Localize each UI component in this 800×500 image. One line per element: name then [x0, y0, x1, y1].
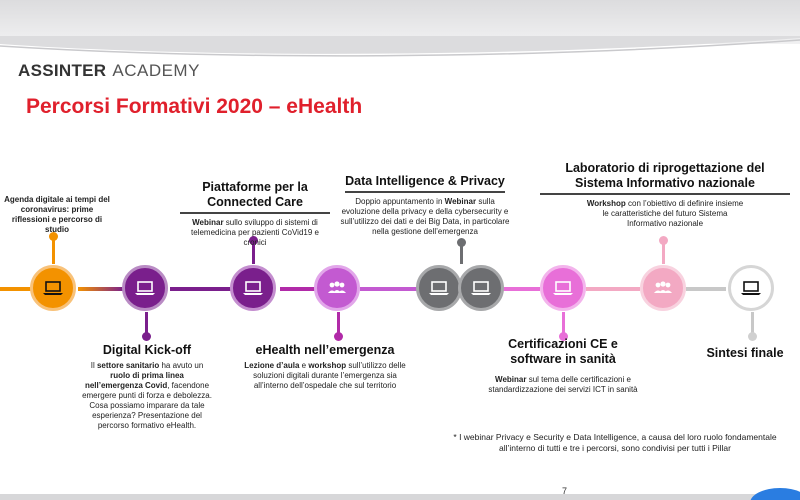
- ehealth-desc-mid: e: [301, 361, 307, 370]
- timeline-segment: [586, 287, 640, 291]
- sintesi-title: Sintesi finale: [706, 346, 784, 360]
- certificazioni-desc-bold: Webinar: [495, 375, 527, 384]
- timeline-segment: [360, 287, 420, 291]
- connector-dot: [457, 238, 466, 247]
- kickoff-desc: [82, 361, 212, 431]
- corner-button[interactable]: [750, 488, 800, 500]
- page-number: 7: [562, 486, 568, 496]
- laptop-icon: [552, 280, 574, 296]
- label-laboratorio: [540, 161, 790, 229]
- people-icon: [651, 280, 675, 296]
- timeline-segment: [170, 287, 234, 291]
- connector-dot: [748, 332, 757, 341]
- data-intelligence-title: Data Intelligence & Privacy: [345, 174, 505, 193]
- ehealth-desc-text: sull’utilizzo delle soluzioni digitali durante l’emergenza sia all’interno dell’ospedale che sul territorio: [253, 361, 406, 390]
- label-agenda-digitale: [2, 195, 112, 235]
- laptop-icon: [740, 280, 762, 296]
- certificazioni-title: Certificazioni CE e software in sanità: [508, 337, 618, 366]
- laboratorio-title: Laboratorio di riprogettazione del Sistema Informativo nazionale: [540, 161, 790, 195]
- assinter-logo: [18, 60, 200, 82]
- connector-dot: [142, 332, 151, 341]
- timeline-segment: [502, 287, 540, 291]
- milestone-ehealth-emergenza[interactable]: [314, 265, 360, 311]
- logo-academy: ACADEMY: [112, 61, 200, 80]
- laboratorio-desc-text: con l’obiettivo di definire insieme le caratteristiche del futuro Sistema Informativo nazionale: [602, 199, 744, 228]
- label-digital-kick-off: [82, 343, 212, 431]
- kickoff-desc-e: , facendone emergere punti di forza e debolezza. Cosa possiamo imparare da tale esperienza? Presentazione del percorso formativo eHealth.: [82, 381, 212, 430]
- connector-dot: [334, 332, 343, 341]
- data-intelligence-desc-b: sulla evoluzione della privacy e della cybersecurity e sull’utilizzo dei dati e dei Big Data, in particolare nella gestione dell’emergenza: [340, 197, 510, 236]
- milestone-sintesi-finale[interactable]: [728, 265, 774, 311]
- timeline-segment: [78, 287, 124, 291]
- milestone-certificazioni-ce[interactable]: [540, 265, 586, 311]
- milestone-data-intelligence-2[interactable]: [458, 265, 504, 311]
- label-connected-care: [180, 180, 330, 248]
- laptop-icon: [42, 280, 64, 296]
- connected-care-desc-bold: Webinar: [192, 218, 224, 227]
- kickoff-desc-a: Il: [90, 361, 95, 370]
- connected-care-desc: [180, 218, 330, 248]
- people-icon: [325, 280, 349, 296]
- connector-stem: [52, 237, 55, 264]
- laptop-icon: [428, 280, 450, 296]
- ehealth-desc: [240, 361, 410, 391]
- logo-brand: ASSINTER: [18, 61, 107, 80]
- laboratorio-desc-bold: Workshop: [586, 199, 626, 208]
- laptop-icon: [134, 280, 156, 296]
- kickoff-desc-d: ruolo di prima linea nell’emergenza Covid: [84, 371, 184, 390]
- page-title: Percorsi Formativi 2020 – eHealth: [26, 95, 363, 118]
- ehealth-desc-bold1: Lezione d’aula: [244, 361, 300, 370]
- data-intelligence-desc-bold: Webinar: [444, 197, 477, 206]
- connected-care-desc-text: sullo sviluppo di sistemi di telemedicina per pazienti CoVid19 e cronici: [191, 218, 319, 247]
- data-intelligence-desc-a: Doppio appuntamento in: [355, 197, 443, 206]
- kickoff-desc-c: ha avuto un: [161, 361, 204, 370]
- kickoff-title: Digital Kick-off: [102, 343, 192, 357]
- agenda-title: Agenda digitale ai tempi del coronavirus: prime riflessioni e percorso di studio: [4, 195, 110, 234]
- data-intelligence-desc: [340, 197, 510, 237]
- connector-dot: [659, 236, 668, 245]
- milestone-data-intelligence-1[interactable]: [416, 265, 462, 311]
- laptop-icon: [242, 280, 264, 296]
- label-ehealth-emergenza: [240, 343, 410, 391]
- milestone-laboratorio[interactable]: [640, 265, 686, 311]
- label-certificazioni-ce: [488, 337, 638, 395]
- label-sintesi-finale: [690, 346, 800, 361]
- kickoff-desc-b: settore sanitario: [96, 361, 160, 370]
- milestone-connected-care[interactable]: [230, 265, 276, 311]
- milestone-digital-kick-off[interactable]: [122, 265, 168, 311]
- bottom-bar: [0, 494, 800, 500]
- timeline-segment: [686, 287, 726, 291]
- connected-care-title: Piattaforme per la Connected Care: [180, 180, 330, 214]
- label-data-intelligence: [340, 172, 510, 237]
- laptop-icon: [470, 280, 492, 296]
- ehealth-title: eHealth nell’emergenza: [255, 343, 395, 357]
- milestone-agenda-digitale[interactable]: [30, 265, 76, 311]
- timeline-segment: [280, 287, 316, 291]
- certificazioni-desc: [488, 375, 638, 395]
- laboratorio-desc: [585, 199, 745, 229]
- footnote: * I webinar Privacy e Security e Data Intelligence, a causa del loro ruolo fondamentale all’interno di tutti e tre i percorsi, sono condivisi per tutti i Pillar: [453, 432, 777, 453]
- ehealth-desc-bold2: workshop: [308, 361, 347, 370]
- certificazioni-desc-text: sul tema delle certificazioni e standardizzazione dei servizi ICT in sanità: [488, 375, 638, 394]
